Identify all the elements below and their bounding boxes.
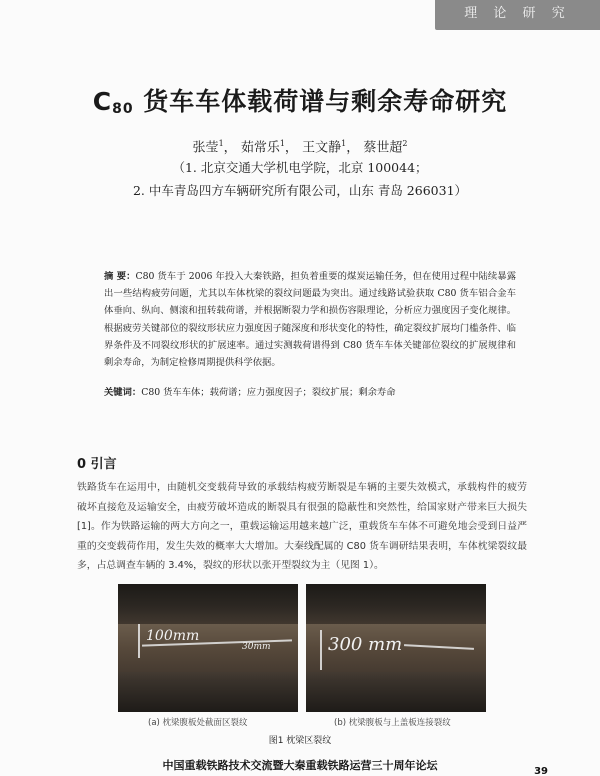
page-number: 39	[534, 766, 548, 776]
author-sep: ，	[223, 140, 237, 156]
affiliation-2: 2. 中车青岛四方车辆研究所有限公司，山东 青岛 266031）	[132, 183, 468, 198]
abstract-label: 摘 要：	[104, 271, 136, 282]
title-text: 货车车体载荷谱与剩余寿命研究	[133, 87, 508, 116]
body-paragraph: 铁路货车在运用中，由随机交变载荷导致的承载结构疲劳断裂是车辆的主要失效模式，承载构件的疲劳破坏直接危及运输安全，由疲劳破坏造成的断裂具有很强的隐蔽性和突然性，给国家财产带来巨大损失 [1]。作为铁路运输的两大方向之一，重载运输运用越来越广泛，重载货车车体不可避免地会受到日益严重的交变载荷作用，发生失效的概率大大增加。大秦线配属的 C80 货车调研结果表明，车体枕梁裂纹最多，占总调查车辆的 3.4%，裂纹的形状以张开型裂纹为主（见图 1）。	[77, 482, 527, 572]
keywords	[104, 384, 516, 398]
crack-photo-b	[306, 584, 486, 712]
figure-1	[118, 584, 486, 712]
footer-conference: 中国重载铁路技术交流暨大秦重载铁路运营三十周年论坛	[162, 759, 438, 772]
author-name: 蔡世超	[363, 140, 403, 156]
section-header-tab: 理 论 研 究	[435, 0, 600, 30]
figure-title: 图1 枕梁区裂纹	[268, 736, 332, 746]
chalk-line	[138, 624, 140, 658]
author-list	[0, 134, 600, 158]
crack-photo-a	[118, 584, 298, 712]
keywords-text: C80 货车车体；载荷谱；应力强度因子；裂纹扩展；剩余寿命	[141, 387, 396, 398]
chalk-line	[320, 630, 322, 670]
author-affil-mark: 1	[341, 139, 347, 148]
chalk-label: 100mm	[146, 628, 200, 644]
paper-title	[0, 82, 600, 118]
section-heading: 0 引言	[77, 457, 117, 472]
author-affil-mark: 1	[218, 139, 224, 148]
chalk-label: 30mm	[242, 642, 271, 652]
author-name: 茹常乐	[240, 140, 280, 156]
beam-surface	[118, 624, 298, 672]
title-c80: $C_{80}$	[92, 87, 134, 117]
figure-caption-b: (b) 枕梁腹板与上盖板连接裂纹	[334, 718, 451, 728]
author-name: 王文静	[302, 140, 342, 156]
author-name: 张莹	[192, 140, 219, 156]
author-affil-mark: 1	[279, 139, 285, 148]
keywords-label: 关键词：	[104, 387, 142, 398]
figure-caption-a: (a) 枕梁腹板处截面区裂纹	[148, 718, 248, 728]
affiliation-1: （1. 北京交通大学机电学院，北京 100044；	[172, 160, 428, 175]
author-affil-mark: 2	[402, 139, 408, 148]
author-sep: ，	[346, 140, 360, 156]
abstract	[104, 268, 516, 371]
chalk-label: 300 mm	[328, 634, 403, 655]
abstract-text: C80 货车于 2006 年投入大秦铁路，担负着重要的煤炭运输任务，但在使用过程中陆续暴露出一些结构疲劳问题，尤其以车体枕梁的裂纹问题最为突出。通过线路试验获取 C80 货车铝合金车体垂向、纵向、侧滚和扭转载荷谱，并根据断裂力学和损伤容限理论，分析应力强度因子变化规律。根据疲劳关键部位的裂纹形状应力强度因子随深度和形状变化的特性，确定裂纹扩展均门槛条件、临界条件及不同裂纹形状的扩展速率。通过实测载荷谱得到 C80 货车车体关键部位裂纹的扩展规律和剩余寿命，为制定检修周期提供科学依据。	[104, 271, 516, 369]
author-sep: ，	[284, 140, 298, 156]
